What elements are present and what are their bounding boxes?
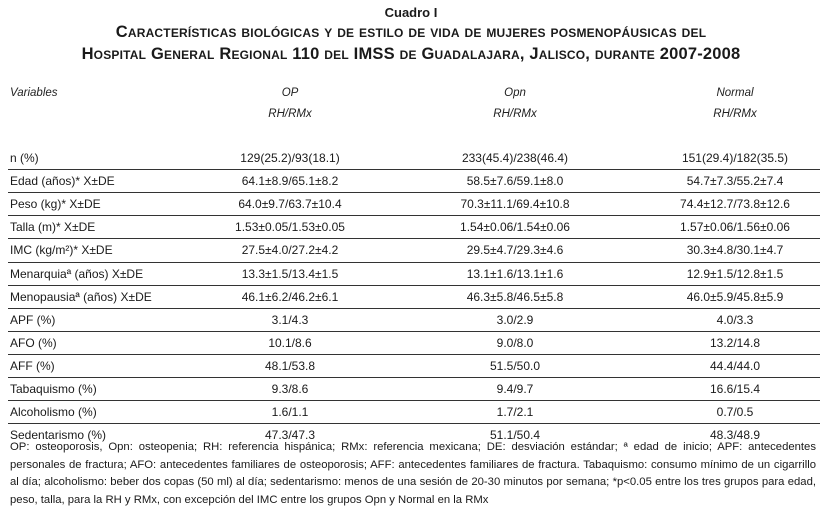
- cell-value: 44.4/44.0: [709, 358, 761, 373]
- cell-value: 1.54±0.06/1.54±0.06: [460, 220, 570, 235]
- row-label: Edad (años)* X±DE: [10, 174, 115, 189]
- cell-value: 54.7±7.3/55.2±7.4: [686, 174, 784, 189]
- cell-value: 48.3/48.9: [709, 428, 761, 443]
- cell-value: 10.1/8.6: [268, 335, 312, 350]
- cell-value: 9.0/8.0: [496, 335, 534, 350]
- table-number: Cuadro I: [384, 5, 438, 20]
- cell-value: 48.1/53.8: [264, 358, 316, 373]
- table-title-line2: Hospital General Regional 110 del IMSS de Guadalajara, Jalisco, durante 2007-2008: [81, 45, 741, 63]
- row-label: Alcoholismo (%): [10, 405, 97, 420]
- cell-value: 46.3±5.8/46.5±5.8: [466, 289, 564, 304]
- cell-value: 1.53±0.05/1.53±0.05: [235, 220, 345, 235]
- cell-value: 47.3/47.3: [264, 428, 316, 443]
- cell-value: 29.5±4.7/29.3±4.6: [466, 243, 564, 258]
- header-op: OP: [281, 87, 299, 99]
- table-row: [8, 170, 820, 193]
- cell-value: 3.1/4.3: [271, 312, 309, 327]
- row-label: IMC (kg/m²)* X±DE: [10, 243, 113, 258]
- table-row: [8, 401, 820, 424]
- cell-value: 13.1±1.6/13.1±1.6: [466, 266, 564, 281]
- subheader-normal: RH/RMx: [713, 108, 757, 120]
- table-row: [8, 378, 820, 401]
- row-label: Menarquiaª (años) X±DE: [10, 266, 144, 281]
- cell-value: 46.1±6.2/46.2±6.1: [241, 289, 339, 304]
- cell-value: 151(29.4)/182(35.5): [681, 151, 789, 165]
- cell-value: 233(45.4)/238(46.4): [461, 151, 569, 165]
- cell-value: 13.3±1.5/13.4±1.5: [241, 266, 339, 281]
- footnote: OP: osteoporosis, Opn: osteopenia; RH: referencia hispánica; RMx: referencia mexicana; DE: desviación estándar; ª edad de inicio; APF: antecedentes personales de fractura; AFO: antecedentes familiares de osteoporosis; AFF: antecedentes familiares de fractura. Tabaquismo: consumo mínimo de un cigarrillo al día; alcoholismo: beber dos copas (50 ml) al día; sedentarismo: menos de una sesión de 20-30 minutos por semana; *p<0.05 entre los tres grupos para edad, peso, talla, para la RH y RMx, con excepción del IMC entre los grupos Opn y Normal en la RMx: [10, 441, 816, 506]
- header-variables: Variables: [10, 87, 58, 99]
- cell-value: 1.7/2.1: [496, 405, 534, 420]
- cell-value: 4.0/3.3: [716, 312, 754, 327]
- cell-value: 46.0±5.9/45.8±5.9: [686, 289, 784, 304]
- cell-value: 70.3±11.1/69.4±10.8: [460, 197, 570, 212]
- row-label: n (%): [10, 151, 39, 165]
- row-label: AFF (%): [10, 358, 55, 373]
- table-row: [8, 216, 820, 239]
- cell-value: 64.0±9.7/63.7±10.4: [238, 197, 342, 212]
- header-opn: Opn: [504, 87, 526, 99]
- cell-value: 1.57±0.06/1.56±0.06: [680, 220, 790, 235]
- row-label: Sedentarismo (%): [10, 428, 107, 443]
- row-label: AFO (%): [10, 335, 57, 350]
- cell-value: 129(25.2)/93(18.1): [240, 151, 340, 165]
- cell-value: 64.1±8.9/65.1±8.2: [241, 174, 339, 189]
- header-normal: Normal: [716, 87, 754, 99]
- table-row: [8, 147, 820, 170]
- subheader-op: RH/RMx: [268, 108, 312, 120]
- cell-value: 1.6/1.1: [271, 405, 309, 420]
- cell-value: 9.4/9.7: [496, 382, 534, 396]
- cell-value: 13.2/14.8: [709, 335, 761, 350]
- cell-value: 58.5±7.6/59.1±8.0: [466, 174, 564, 189]
- table-row: [8, 332, 820, 355]
- cell-value: 12.9±1.5/12.8±1.5: [686, 266, 784, 281]
- row-label: Menopausiaª (años) X±DE: [10, 289, 152, 304]
- row-label: Talla (m)* X±DE: [10, 220, 96, 235]
- cell-value: 3.0/2.9: [496, 312, 534, 327]
- cell-value: 9.3/8.6: [271, 382, 309, 396]
- table-row: [8, 355, 820, 378]
- cell-value: 74.4±12.7/73.8±12.6: [680, 197, 790, 212]
- table-row: [8, 193, 820, 216]
- cell-value: 16.6/15.4: [709, 382, 761, 396]
- subheader-opn: RH/RMx: [493, 108, 537, 120]
- table-row: [8, 309, 820, 332]
- cell-value: 30.3±4.8/30.1±4.7: [686, 243, 784, 258]
- table-row: [8, 286, 820, 309]
- table-row: [8, 239, 820, 262]
- row-label: Peso (kg)* X±DE: [10, 197, 101, 212]
- cell-value: 51.1/50.4: [489, 428, 541, 443]
- row-label: APF (%): [10, 312, 56, 327]
- row-label: Tabaquismo (%): [10, 382, 97, 396]
- table-row: [8, 263, 820, 286]
- cell-value: 0.7/0.5: [716, 405, 754, 420]
- cell-value: 27.5±4.0/27.2±4.2: [241, 243, 339, 258]
- cell-value: 51.5/50.0: [489, 358, 541, 373]
- table-title-line1: Características biológicas y de estilo de vida de mujeres posmenopáusicas del: [115, 23, 707, 41]
